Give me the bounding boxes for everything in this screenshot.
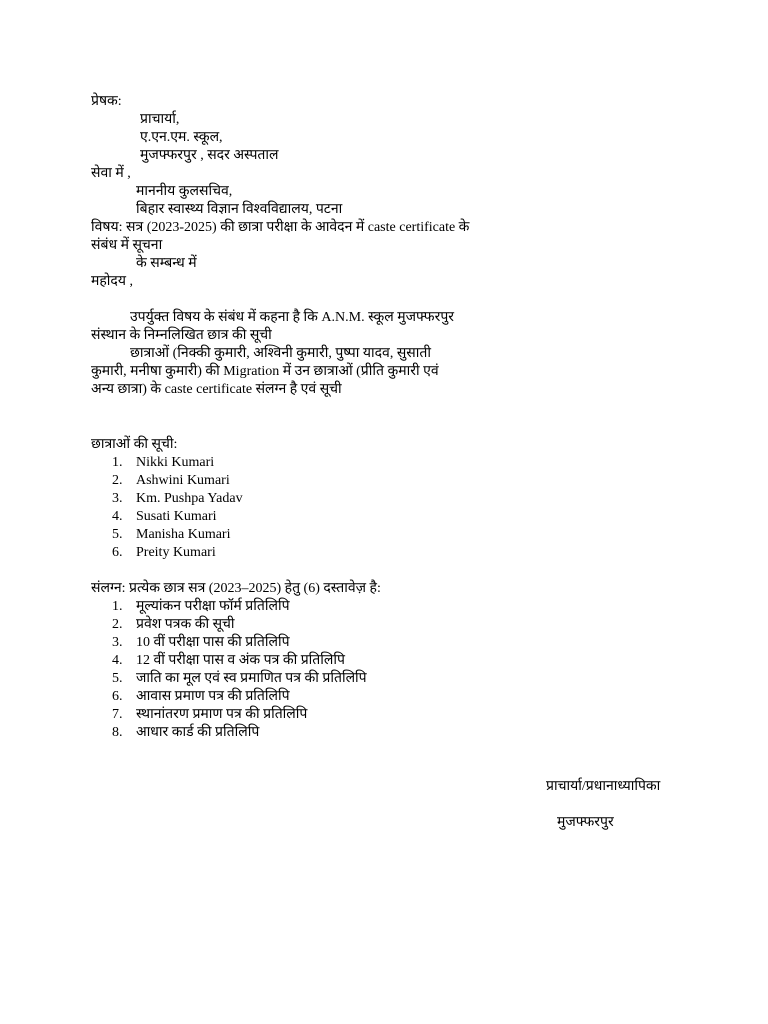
student-name: Km. Pushpa Yadav	[136, 491, 243, 506]
enclosure-item: आवास प्रमाण पत्र की प्रतिलिपि	[136, 689, 290, 704]
enclosure-number: 4.	[112, 653, 123, 668]
from-line-3: मुजफ्फरपुर , सदर अस्पताल	[140, 148, 279, 163]
subject-label: विषय:	[91, 220, 127, 235]
enclosure-number: 3.	[112, 635, 123, 650]
from-label: प्रेषक:	[91, 94, 122, 109]
enclosure-number: 8.	[112, 725, 123, 740]
signature-line-1: प्राचार्या/प्रधानाध्यापिका	[546, 779, 661, 794]
enclosure-item: प्रवेश पत्रक की सूची	[136, 617, 235, 632]
from-line-2: ए.एन.एम. स्कूल,	[140, 130, 223, 145]
student-name: Preity Kumari	[136, 545, 216, 560]
student-number: 5.	[112, 527, 123, 542]
enclosure-number: 6.	[112, 689, 123, 704]
body-line-5: अन्य छात्रा) के caste certificate संलग्न है एवं सूची	[91, 382, 342, 397]
student-name: Nikki Kumari	[136, 455, 215, 470]
enclosure-item: जाति का मूल एवं स्व प्रमाणित पत्र की प्रतिलिपि	[136, 671, 367, 686]
salutation: महोदय ,	[91, 274, 133, 289]
student-number: 4.	[112, 509, 123, 524]
signature-line-2: मुजफ्फरपुर	[557, 815, 614, 830]
to-line-2: बिहार स्वास्थ्य विज्ञान विश्वविद्यालय, पटना	[136, 202, 343, 217]
to-line-1: माननीय कुलसचिव,	[136, 184, 233, 199]
student-name: Manisha Kumari	[136, 527, 231, 542]
from-line-1: प्राचार्या,	[140, 112, 180, 127]
body-line-3: छात्राओं (निक्की कुमारी, अश्विनी कुमारी, पुष्पा यादव, सुसाती	[130, 346, 431, 361]
enclosure-item: आधार कार्ड की प्रतिलिपि	[136, 725, 260, 740]
enclosure-item: मूल्यांकन परीक्षा फॉर्म प्रतिलिपि	[136, 599, 290, 614]
subject-text-1: सत्र (2023-2025) की छात्रा परीक्षा के आवेदन में caste certificate के	[126, 220, 470, 235]
enclosures-heading: संलग्न: प्रत्येक छात्र सत्र (2023–2025) हेतु (6) दस्तावेज़ है:	[91, 581, 381, 596]
enclosure-item: स्थानांतरण प्रमाण पत्र की प्रतिलिपि	[136, 707, 308, 722]
to-label: सेवा में ,	[91, 166, 131, 181]
students-heading: छात्राओं की सूची:	[91, 437, 178, 452]
student-name: Ashwini Kumari	[136, 473, 230, 488]
student-name: Susati Kumari	[136, 509, 217, 524]
student-number: 6.	[112, 545, 123, 560]
enclosure-number: 5.	[112, 671, 123, 686]
subject-line-3: के सम्बन्ध में	[136, 256, 197, 271]
enclosure-number: 2.	[112, 617, 123, 632]
enclosure-number: 7.	[112, 707, 123, 722]
student-number: 3.	[112, 491, 123, 506]
student-number: 1.	[112, 455, 123, 470]
subject-line-1	[91, 219, 469, 237]
student-number: 2.	[112, 473, 123, 488]
enclosure-item: 12 वीं परीक्षा पास व अंक पत्र की प्रतिलिपि	[136, 653, 345, 668]
body-line-1: उपर्युक्त विषय के संबंध में कहना है कि A.N.M. स्कूल मुजफ्फरपुर	[130, 310, 454, 325]
enclosure-number: 1.	[112, 599, 123, 614]
subject-line-2: संबंध में सूचना	[91, 238, 163, 253]
body-line-2: संस्थान के निम्नलिखित छात्र की सूची	[91, 328, 272, 343]
enclosure-item: 10 वीं परीक्षा पास की प्रतिलिपि	[136, 635, 290, 650]
body-line-4: कुमारी, मनीषा कुमारी) की Migration में उन छात्राओं (प्रीति कुमारी एवं	[91, 364, 439, 379]
